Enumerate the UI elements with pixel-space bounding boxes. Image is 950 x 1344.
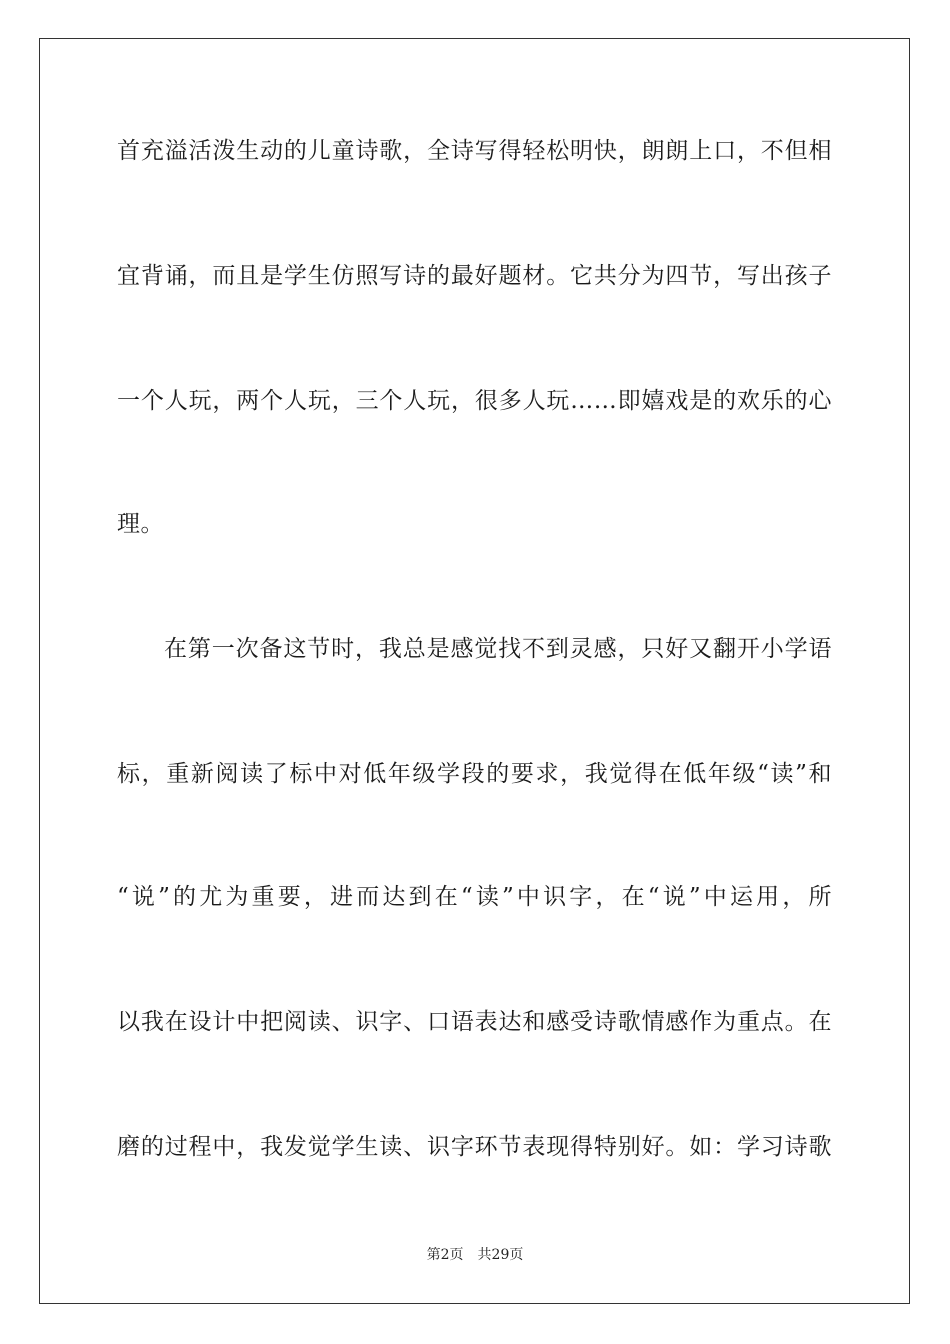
text-line: 一个人玩，两个人玩，三个人玩，很多人玩……即嬉戏是的欢乐的心: [117, 388, 832, 414]
text-line: “说”的尤为重要，进而达到在“读”中识字，在“说”中运用，所: [117, 884, 832, 910]
text-line: 磨的过程中，我发觉学生读、识字环节表现得特别好。如：学习诗歌: [117, 1134, 832, 1160]
page-number: 第2页: [426, 1247, 464, 1263]
page-border: [39, 38, 910, 1304]
text-line: 理。: [117, 511, 164, 537]
paragraph-first-line: 在第一次备这节时，我总是感觉找不到灵感，只好又翻开小学语: [164, 636, 832, 662]
text-line: 首充溢活泼生动的儿童诗歌，全诗写得轻松明快，朗朗上口，不但相: [117, 138, 832, 164]
page-footer: [0, 1246, 950, 1264]
text-line: 标，重新阅读了标中对低年级学段的要求，我觉得在低年级“读”和: [117, 761, 832, 787]
page-total: 共29页: [477, 1247, 524, 1263]
text-line: 以我在设计中把阅读、识字、口语表达和感受诗歌情感作为重点。在: [117, 1009, 832, 1035]
text-line: 宜背诵，而且是学生仿照写诗的最好题材。它共分为四节，写出孩子: [117, 263, 832, 289]
